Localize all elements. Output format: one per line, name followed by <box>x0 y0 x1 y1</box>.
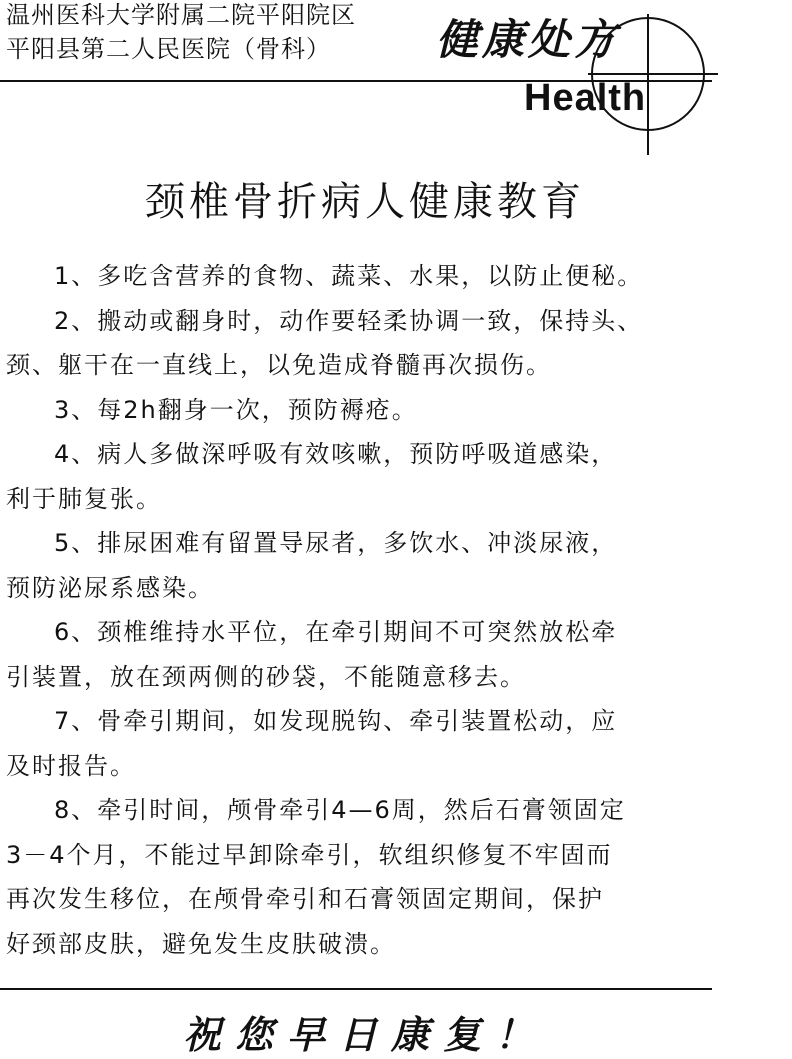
education-items <box>6 254 726 966</box>
list-item: 5、排尿困难有留置导尿者，多饮水、冲淡尿液， 预防泌尿系感染。 <box>6 529 618 602</box>
list-item: 7、骨牵引期间，如发现脱钩、牵引装置松动，应 及时报告。 <box>6 707 618 780</box>
hospital-name: 温州医科大学附属二院平阳院区 <box>6 1 356 29</box>
logo-health-text: Health <box>524 77 647 119</box>
list-item: 3、每2h翻身一次，预防褥疮。 <box>54 395 418 424</box>
closing-wish: 祝您早日康复！ <box>182 1012 547 1057</box>
page-title: 颈椎骨折病人健康教育 <box>145 179 585 225</box>
list-item: 4、病人多做深呼吸有效咳嗽，预防呼吸道感染， 利于肺复张。 <box>6 440 618 513</box>
list-item: 8、牵引时间，颅骨牵引4—6周，然后石膏领固定 3－4个月，不能过早卸除牵引，软组织修复不牢固而 再次发生移位，在颅骨牵引和石膏领固定期间，保护 好颈部皮肤，避免发生皮肤破溃。 <box>6 796 626 958</box>
list-item: 1、多吃含营养的食物、蔬菜、水果，以防止便秘。 <box>54 262 644 290</box>
list-item: 6、颈椎维持水平位，在牵引期间不可突然放松牵 引装置，放在颈两侧的砂袋，不能随意移去。 <box>6 618 618 691</box>
list-item: 2、搬动或翻身时，动作要轻柔协调一致，保持头、 颈、躯干在一直线上，以免造成脊髓再次损伤。 <box>6 306 644 379</box>
logo-title: 健康处方 <box>436 15 621 64</box>
department-name: 平阳县第二人民医院（骨科） <box>6 35 331 63</box>
footer-divider <box>0 988 712 990</box>
